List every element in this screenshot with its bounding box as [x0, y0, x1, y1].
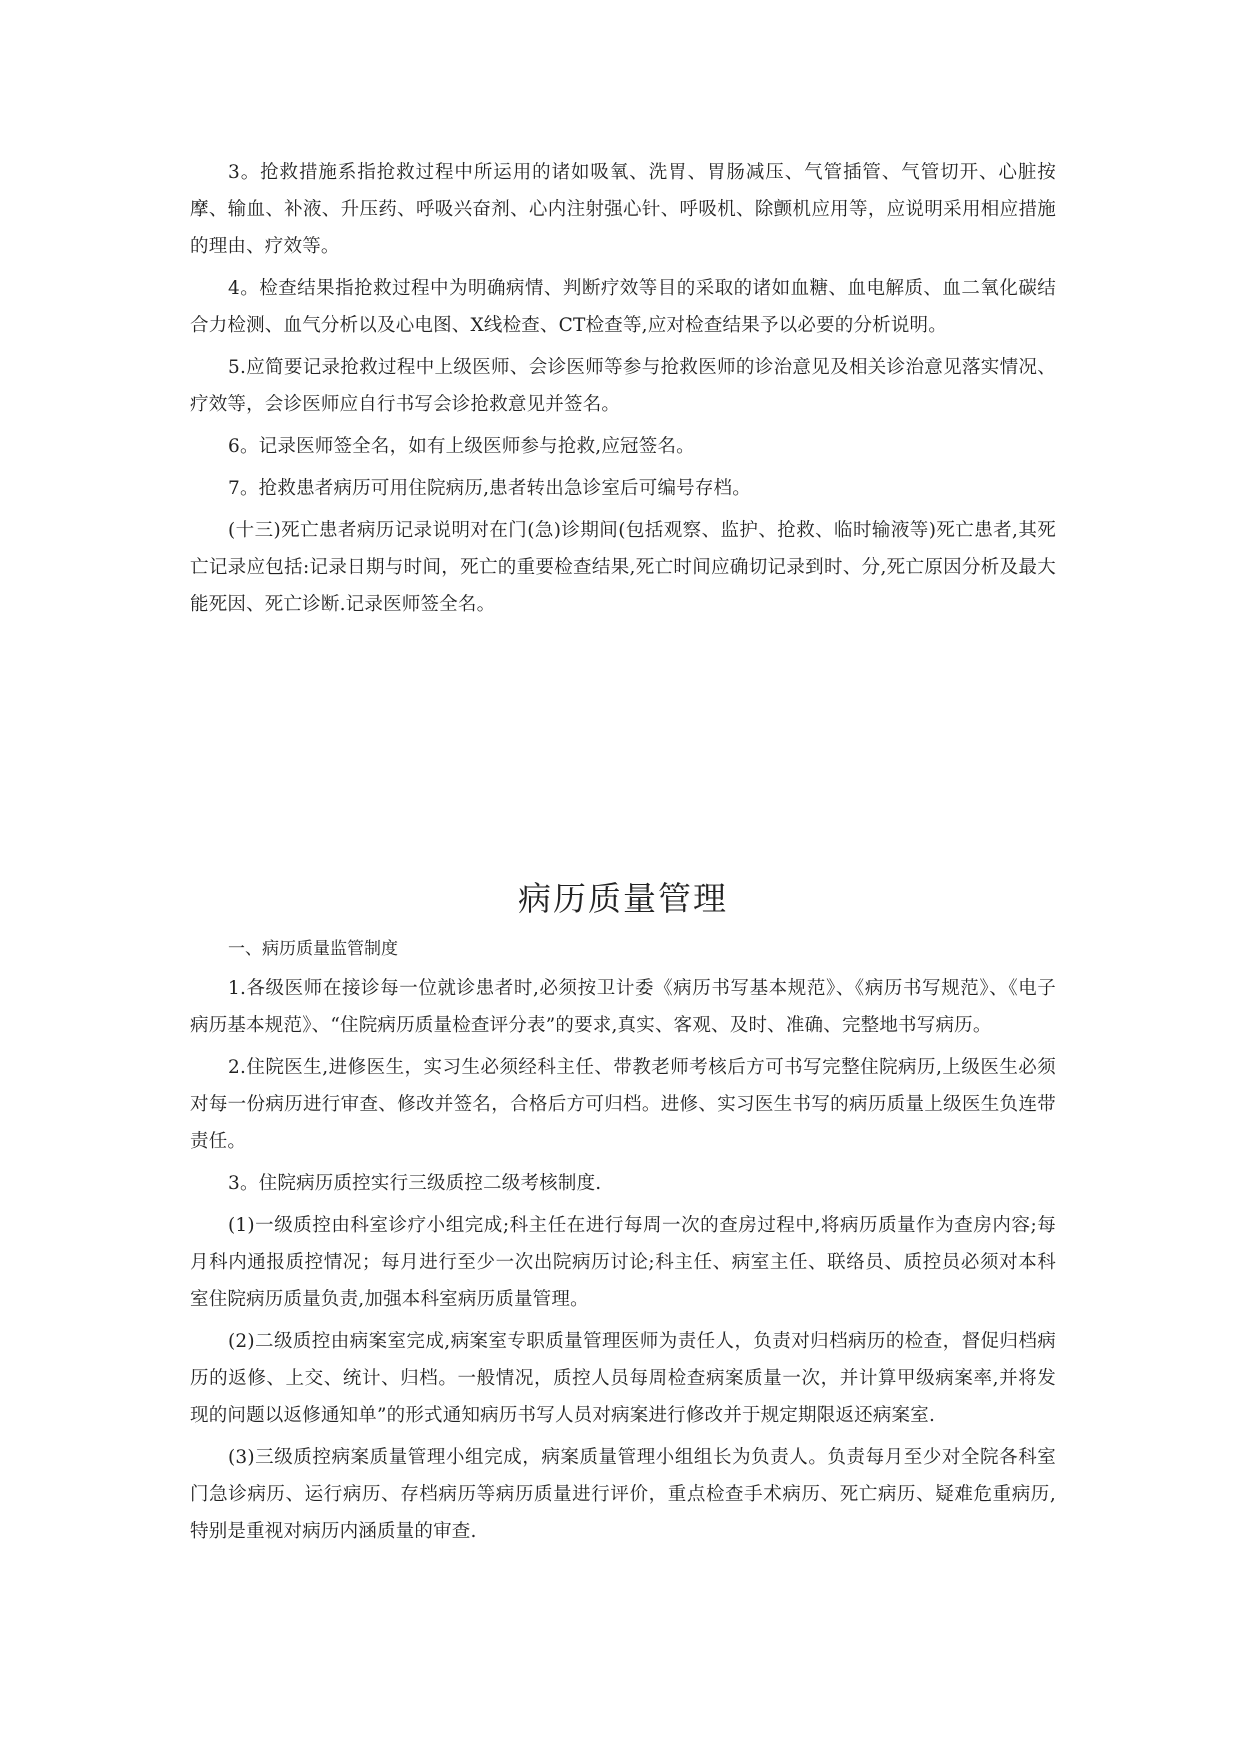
paragraph-review-signoff: 2.住院医生,进修医生，实习生必须经科主任、带教老师考核后方可书写完整住院病历,上级医生必须对每一份病历进行审查、修改并签名，合格后方可归档。进修、实习医生书写的病历质量上级医生负连带责任。	[190, 1057, 1056, 1152]
paragraph-death-record: (十三)死亡患者病历记录说明对在门(急)诊期间(包括观察、监护、抢救、临时输液等)死亡患者,其死亡记录应包括:记录日期与时间，死亡的重要检查结果,死亡时间应确切记录到时、分,死亡原因分析及最大能死因、死亡诊断.记录医师签全名。	[190, 520, 1056, 615]
section-subheading: 一、病历质量监管制度	[228, 939, 398, 959]
section-title: 病历质量管理	[518, 879, 728, 918]
paragraph-writing-standards: 1.各级医师在接诊每一位就诊患者时,必须按卫计委《病历书写基本规范》、《病历书写规范》、《电子病历基本规范》、“住院病历质量检查评分表”的要求,真实、客观、及时、准确、完整地书写病历。	[190, 978, 1056, 1036]
paragraph-consultation-opinions: 5.应简要记录抢救过程中上级医师、会诊医师等参与抢救医师的诊治意见及相关诊治意见落实情况、疗效等，会诊医师应自行书写会诊抢救意见并签名。	[190, 357, 1056, 415]
paragraph-level-two-control: (2)二级质控由病案室完成,病案室专职质量管理医师为责任人，负责对归档病历的检查，督促归档病历的返修、上交、统计、归档。一般情况，质控人员每周检查病案质量一次，并计算甲级病案率,并将发现的问题以返修通知单”的形式通知病历书写人员对病案进行修改并于规定期限返还病案室.	[190, 1331, 1056, 1426]
paragraph-three-level-control: 3。住院病历质控实行三级质控二级考核制度.	[228, 1173, 602, 1194]
paragraph-exam-results: 4。检查结果指抢救过程中为明确病情、判断疗效等目的采取的诸如血糖、血电解质、血二氧化碳结合力检测、血气分析以及心电图、X线检查、CT检查等,应对检查结果予以必要的分析说明。	[190, 278, 1056, 336]
paragraph-level-three-control: (3)三级质控病案质量管理小组完成，病案质量管理小组组长为负责人。负责每月至少对全院各科室门急诊病历、运行病历、存档病历等病历质量进行评价，重点检查手术病历、死亡病历、疑难危重病历,特别是重视对病历内涵质量的审查.	[190, 1447, 1056, 1542]
emergency-record-section	[190, 154, 1056, 628]
paragraph-level-one-control: (1)一级质控由科室诊疗小组完成;科主任在进行每周一次的查房过程中,将病历质量作为查房内容;每月科内通报质控情况；每月进行至少一次出院病历讨论;科主任、病室主任、联络员、质控员必须对本科室住院病历质量负责,加强本科室病历质量管理。	[190, 1215, 1056, 1310]
paragraph-physician-signature: 6。记录医师签全名，如有上级医师参与抢救,应冠签名。	[228, 436, 695, 457]
paragraph-rescue-measures: 3。抢救措施系指抢救过程中所运用的诸如吸氧、洗胃、胃肠减压、气管插管、气管切开、心脏按摩、输血、补液、升压药、呼吸兴奋剂、心内注射强心针、呼吸机、除颤机应用等，应说明采用相应措施的理由、疗效等。	[190, 162, 1056, 257]
quality-management-section	[190, 876, 1056, 1555]
paragraph-record-archiving: 7。抢救患者病历可用住院病历,患者转出急诊室后可编号存档。	[228, 478, 751, 499]
